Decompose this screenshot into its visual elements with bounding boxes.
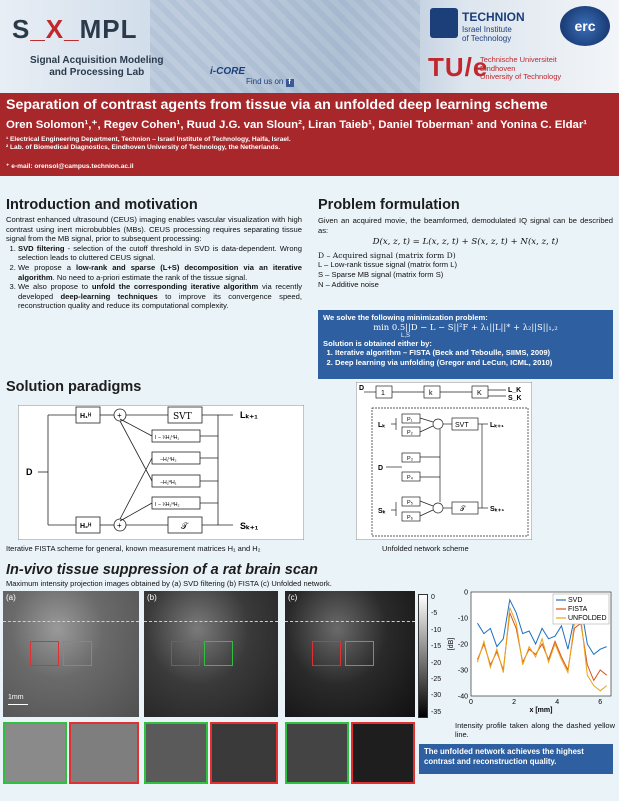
colorbar-tick: 0: [431, 594, 435, 601]
svg-text:P₂: P₂: [407, 430, 413, 436]
conclusion-box: The unfolded network achieves the highest contrast and reconstruction quality.: [419, 744, 613, 774]
fista-h2-label: H₂ᴴ: [80, 523, 92, 530]
problem-heading: Problem formulation: [318, 197, 460, 213]
panel-svd: (a) 1mm: [3, 591, 139, 717]
panel-fista: (b): [144, 591, 278, 717]
fista-sk-label: Sₖ₊₁: [240, 521, 259, 531]
svg-text:+: +: [117, 411, 122, 420]
panel-unfolded: (c): [285, 591, 415, 717]
y-tick-label: -40: [457, 693, 468, 701]
invivo-subheading: Maximum intensity projection images obtained by (a) SVD filtering (b) FISTA (c) Unfolded network.: [6, 579, 332, 588]
svg-text:P₄: P₄: [407, 475, 413, 481]
scale-bar-label: 1mm: [8, 694, 24, 701]
sxmpl-subtitle: Signal Acquisition Modeling and Processing Lab: [30, 55, 164, 78]
erc-logo: erc: [560, 6, 610, 46]
y-tick-label: -10: [457, 615, 468, 623]
svg-text:P₁: P₁: [407, 417, 413, 423]
y-tick-label: -30: [457, 667, 468, 675]
technion-emblem-icon: [430, 8, 458, 38]
header-banner: [0, 0, 619, 93]
fista-t-label: 𝒯: [181, 521, 188, 531]
zoom-unfolded-red: [351, 722, 415, 784]
svg-text:D: D: [378, 465, 384, 472]
svg-text:+: +: [117, 521, 122, 530]
colorbar-tick: -35: [431, 708, 442, 716]
y-axis-label: [dB]: [448, 637, 455, 651]
x-tick-label: 2: [512, 699, 517, 706]
x-axis-label: x [mm]: [529, 707, 553, 714]
svg-text:Lₖ: Lₖ: [378, 422, 386, 429]
svg-text:K: K: [477, 390, 482, 397]
fista-diagram: [18, 405, 304, 540]
unfold-caption: Unfolded network scheme: [382, 544, 469, 553]
tue-logo: TU/e: [428, 52, 489, 82]
title-bar: [0, 93, 619, 176]
fista-svt-label: SVT: [173, 412, 192, 422]
colorbar-tick: -15: [431, 643, 442, 651]
svg-text:k: k: [429, 390, 433, 397]
svg-text:Sₖ₊₁: Sₖ₊₁: [490, 506, 505, 513]
svg-text:Sₖ: Sₖ: [378, 508, 386, 515]
x-tick-label: 4: [555, 699, 560, 706]
legend-entry: UNFOLDED: [568, 615, 607, 622]
fista-b2-label: −H₁ᴴH₂: [160, 457, 177, 463]
fista-b1-label: I − ¹⁄ₗH₁ᴴH₁: [155, 435, 180, 441]
zoom-fista-green: [144, 722, 208, 784]
zoom-svd-red: [69, 722, 139, 784]
email: ⁺ e-mail: orensol@campus.technion.ac.il: [6, 163, 134, 170]
x-tick-label: 0: [469, 699, 473, 706]
invivo-heading: In-vivo tissue suppression of a rat brain scan: [6, 562, 318, 578]
x-tick-label: 6: [598, 699, 603, 706]
y-tick-label: -20: [457, 641, 468, 649]
affiliations: ¹ Electrical Engineering Department, Technion – Israel Institute of Technology, Haifa, Israel. ² Lab. of Biomedical Diagnostics, Eindhoven University of Technology, the Netherlands.: [6, 136, 291, 151]
profile-caption: Intensity profile taken along the dashed yellow line.: [455, 721, 615, 739]
legend-entry: SVD: [568, 597, 583, 604]
svg-text:SVT: SVT: [455, 422, 469, 429]
tue-subtitle: Technische Universiteit Eindhoven University of Technology: [480, 55, 562, 81]
problem-body: Given an acquired movie, the beamformed, demodulated IQ signal can be described as: D(x, z, t) = L(x, z, t) + S(x, z, t) + N(x, z, t) D – Acquired signal (matrix form D) L – Low-rank tissue signal (matrix form L) S – Sparse MB signal (matrix form S) N – Additive noise: [318, 216, 613, 289]
svg-text:Lₖ₊₁: Lₖ₊₁: [490, 422, 504, 429]
svg-text:P₆: P₆: [407, 515, 413, 521]
poster-title: Separation of contrast agents from tissue via an unfolded deep learning scheme: [6, 97, 548, 113]
paradigms-heading: Solution paradigms: [6, 379, 142, 395]
colorbar-ticks: [431, 590, 441, 721]
find-us-link[interactable]: Find us on f: [246, 77, 294, 87]
fista-lk-label: Lₖ₊₁: [240, 410, 258, 420]
signal-equation: D(x, z, t) = L(x, z, t) + S(x, z, t) + N(x, z, t): [372, 237, 559, 248]
svg-text:𝒯: 𝒯: [460, 506, 466, 513]
svg-text:P₅: P₅: [407, 500, 413, 506]
fista-h1-label: H₁ᴴ: [80, 413, 91, 420]
colorbar-tick: -30: [431, 692, 442, 700]
intensity-profile-chart: [445, 586, 617, 724]
unfolded-diagram: [356, 382, 532, 540]
fista-b4-label: I − ¹⁄ₗH₂ᴴH₂: [155, 502, 180, 508]
unfold-lK-label: L_K: [508, 387, 522, 394]
sxmpl-logo: S_X_MPL: [12, 14, 138, 44]
authors: Oren Solomon¹,⁺, Regev Cohen¹, Ruud J.G. van Sloun², Liran Taieb¹, Daniel Toberman¹ and Yonina C. Eldar¹: [6, 119, 588, 131]
y-tick-label: 0: [464, 589, 468, 597]
poster-content: [0, 176, 619, 801]
zoom-unfolded-green: [285, 722, 349, 784]
facebook-icon: f: [286, 79, 294, 87]
intro-heading: Introduction and motivation: [6, 197, 198, 213]
minimization-box: We solve the following minimization problem: min 0.5||D − L − S||²F + λ₁||L||* + λ₂||S||₁,₂ L,S Solution is obtained either by: 1. Iterative algorithm – FISTA (Beck and Teboulle, SIIMS, 2009) 2. Deep learning via unfolding (Gregor and LeCun, ICML, 2010): [318, 310, 613, 379]
fista-b3-label: −H₂ᴴH₁: [160, 480, 177, 486]
icore-logo: i-CORE: [210, 66, 245, 77]
zoom-svd-green: [3, 722, 67, 784]
intro-body: Contrast enhanced ultrasound (CEUS) imaging enables vascular visualization with high contrast using inert microbubbles (MBs). CEUS processing requires separating tissue signal from the MB signal, prior to subsequent processing: 1. SVD filtering - selection of the cutoff threshold in SVD is data-dependent. Wrong selection leads to cluttered CEUS signal. 2. We propose a low-rank and sparse (L+S) decomposition via an iterative algorithm. No need to a-priori estimate the rank of the tissue signal. 3. We also propose to unfold the corresponding iterative algorithm via recently developed deep-learning techniques to improve its convergence speed, reconstruction quality and reduce its computational complexity.: [6, 215, 302, 311]
legend-entry: FISTA: [568, 606, 588, 613]
technion-logo: TECHNION Israel Institute of Technology: [430, 8, 550, 48]
colorbar-tick: -10: [431, 626, 442, 634]
fista-d-label: D: [26, 467, 33, 477]
zoom-fista-red: [210, 722, 278, 784]
svg-text:P₃: P₃: [407, 456, 413, 462]
unfold-sK-label: S_K: [508, 395, 522, 402]
colorbar-tick: -5: [431, 610, 438, 618]
colorbar-tick: -25: [431, 676, 442, 684]
colorbar: [418, 594, 428, 718]
unfold-d-label: D: [359, 385, 365, 392]
svg-text:1: 1: [381, 390, 385, 397]
colorbar-tick: -20: [431, 659, 442, 667]
fista-caption: Iterative FISTA scheme for general, known measurement matrices H₁ and H₂: [6, 544, 261, 553]
